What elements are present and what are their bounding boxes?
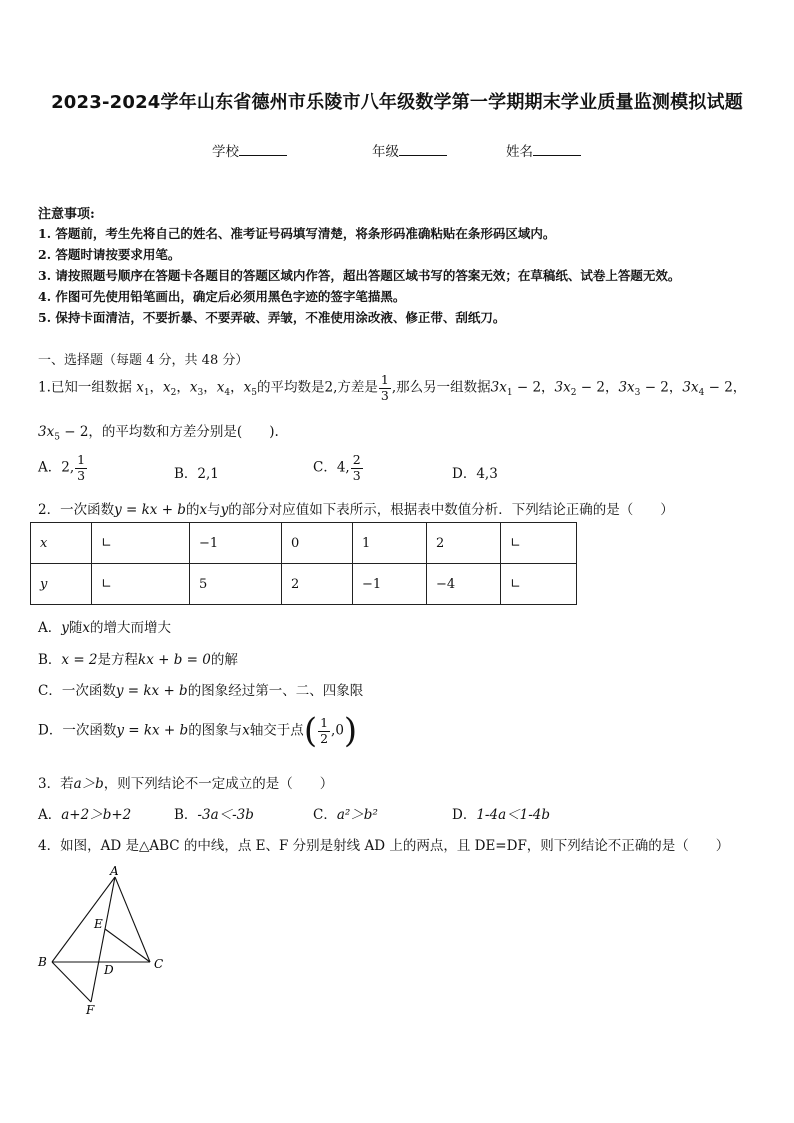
q2-option-c[interactable]: C．一次函数y = kx + b的图象经过第一、二、四象限 <box>38 683 364 699</box>
question-2: 2．一次函数y = kx + b的x与y的部分对应值如下表所示，根据表中数值分析．下列结论正确的是（ ） <box>38 502 674 518</box>
triangle-figure <box>30 862 180 1017</box>
q3-option-c[interactable]: C．a²＞b² <box>313 807 378 823</box>
point-label-a: A <box>110 864 119 878</box>
table-cell: x <box>31 523 92 564</box>
table-cell: ∟ <box>92 523 190 564</box>
q1-text: 1.已知一组数据 <box>38 379 132 396</box>
point-label-b: B <box>38 955 47 969</box>
name-blank <box>533 141 581 156</box>
table-cell: 2 <box>282 564 353 605</box>
q1-text: 的平均数是 <box>256 379 325 396</box>
table-cell: 1 <box>353 523 427 564</box>
table-cell: ∟ <box>501 523 577 564</box>
note-item: 3. 请按照题号顺序在答题卡各题目的答题区域内作答，超出答题区域书写的答案无效；在草稿纸、试卷上答题无效。 <box>38 268 681 283</box>
q2-option-d[interactable]: D．一次函数y = kx + b的图象与x轴交于点( $\frac{1}{2}$ ,0) <box>38 711 358 751</box>
question-1-line-2: $3x_5 - 2$，的平均数和方差分别是( ). <box>38 424 279 443</box>
q1-option-d[interactable]: D．4,3 <box>452 466 498 482</box>
grade-blank <box>399 141 447 156</box>
page-title: 2023-2024学年山东省德州市乐陵市八年级数学第一学期期末学业质量监测模拟试题 <box>51 92 743 113</box>
segment-ab <box>52 877 115 962</box>
q1-average: 2 <box>324 379 334 396</box>
table-cell: 2 <box>427 523 501 564</box>
name-field <box>506 140 581 160</box>
notes-heading: 注意事项: <box>38 207 95 222</box>
q1-text: ，的平均数和方差分别是( ). <box>88 424 279 440</box>
school-field <box>212 140 287 160</box>
segment-bf <box>52 962 91 1002</box>
table-cell: ∟ <box>501 564 577 605</box>
table-cell: ∟ <box>92 564 190 605</box>
q1-option-c[interactable]: C．4, $\frac{2}{3}$ <box>313 452 361 483</box>
point-label-e: E <box>94 917 103 931</box>
q3-option-b[interactable]: B．-3a＜-3b <box>174 807 254 823</box>
q2-option-b[interactable]: B．x = 2是方程kx + b = 0的解 <box>38 652 238 668</box>
q3-option-a[interactable]: A．a+2＞b+2 <box>38 807 132 823</box>
table-cell: 5 <box>190 564 282 605</box>
q1-variance-fraction: $\frac{1}{3}$ <box>380 372 389 403</box>
school-blank <box>239 141 287 156</box>
note-item: 5. 保持卡面清洁，不要折暴、不要弄破、弄皱，不准使用涂改液、修正带、刮纸刀。 <box>38 310 506 325</box>
table-cell: −1 <box>190 523 282 564</box>
note-item: 1. 答题前，考生先将自己的姓名、准考证号码填写清楚，将条形码准确粘贴在条形码区域内。 <box>38 226 556 241</box>
table-cell: −4 <box>427 564 501 605</box>
table-row <box>31 523 577 564</box>
ray-ad <box>91 877 115 1002</box>
q1-text: ,那么另一组数据 <box>391 379 491 396</box>
point-label-c: C <box>154 957 164 971</box>
q1-option-a[interactable]: A．2, $\frac{1}{3}$ <box>38 452 86 483</box>
note-item: 2. 答题时请按要求用笔。 <box>38 247 181 262</box>
school-label: 学校 <box>212 144 239 160</box>
table-cell: −1 <box>353 564 427 605</box>
q3-option-d[interactable]: D．1-4a＜1-4b <box>452 807 550 823</box>
section-heading: 一、选择题（每题 4 分，共 48 分） <box>38 353 249 368</box>
table-cell: 0 <box>282 523 353 564</box>
grade-field <box>372 140 447 160</box>
point-label-d: D <box>104 963 114 977</box>
table-cell: y <box>31 564 92 605</box>
note-item: 4. 作图可先使用铅笔画出，确定后必须用黑色字迹的签字笔描黑。 <box>38 289 406 304</box>
q1-option-b[interactable]: B．2,1 <box>174 466 219 482</box>
q2-option-a[interactable]: A．y随x的增大而增大 <box>38 620 172 636</box>
table-row <box>31 564 577 605</box>
question-4: 4．如图，AD 是△ABC 的中线，点 E、F 分别是射线 AD 上的两点，且 DE=DF，则下列结论不正确的是（ ） <box>38 838 730 854</box>
question-3: 3．若a＞b，则下列结论不一定成立的是（ ） <box>38 776 334 792</box>
value-table <box>30 522 577 605</box>
point-label-f: F <box>86 1003 95 1017</box>
name-label: 姓名 <box>506 144 533 160</box>
q1-text: ,方差是 <box>333 379 378 396</box>
grade-label: 年级 <box>372 144 399 160</box>
question-1-line-1: 1.已知一组数据 $x_1$，$x_2$，$x_3$，$x_4$，$x_5$的平均数是2,方差是 $\frac{1}{3}$ ,那么另一组数据$3x_1 - 2$，$3x_2 - 2$，$3x_3 - 2$，$3x_4 - 2$， <box>38 372 747 403</box>
